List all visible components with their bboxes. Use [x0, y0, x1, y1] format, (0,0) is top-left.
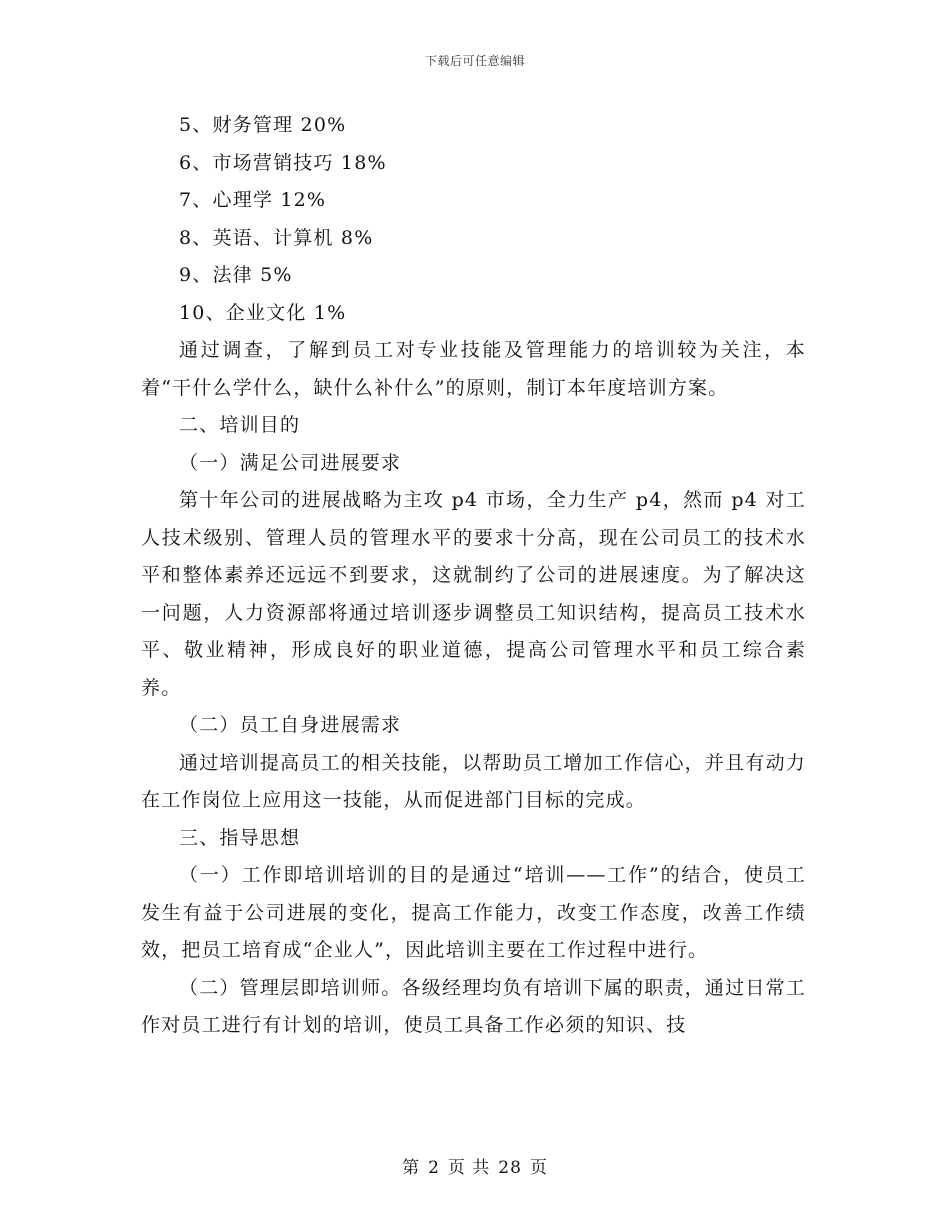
- paragraph: 通过培训提高员工的相关技能，以帮助员工增加工作信心，并且有动力在工作岗位上应用这一技能，从而促进部门目标的完成。: [141, 751, 806, 811]
- list-item: 6、市场营销技巧 18%: [179, 151, 387, 174]
- document-body: [141, 107, 806, 1045]
- subsection-heading: （二）员工自身进展需求: [179, 714, 402, 736]
- list-item: 10、企业文化 1%: [179, 301, 347, 324]
- paragraph: 通过调查，了解到员工对专业技能及管理能力的培训较为关注，本着“干什么学什么，缺什么补什么”的原则，制订本年度培训方案。: [141, 339, 806, 399]
- list-item: 7、心理学 12%: [179, 189, 327, 211]
- list-item: 5、财务管理 20%: [179, 114, 347, 136]
- current-page-number: 2: [428, 1158, 440, 1178]
- paragraph: （一）工作即培训培训的目的是通过“培训——工作”的结合，使员工发生有益于公司进展的变化，提高工作能力，改变工作态度，改善工作绩效，把员工培育成“企业人”，因此培训主要在工作过程中进行。: [141, 864, 806, 961]
- list-item: 8、英语、计算机 8%: [179, 226, 374, 249]
- subsection-heading: （一）满足公司进展要求: [179, 451, 402, 474]
- paragraph: 第十年公司的进展战略为主攻 p4 市场，全力生产 p4，然而 p4 对工人技术级别、管理人员的管理水平的要求十分高，现在公司员工的技术水平和整体素养还远远不到要求，这就制约了公司的进展速度。为了解决这一问题，人力资源部将通过培训逐步调整员工知识结构，提高员工技术水平、敬业精神，形成良好的职业道德，提高公司管理水平和员工综合素养。: [141, 489, 806, 699]
- footer-middle: 页 共: [447, 1158, 491, 1178]
- page-footer: [0, 1153, 950, 1178]
- footer-suffix: 页: [529, 1158, 548, 1178]
- page-header: 下载后可任意编辑: [424, 54, 525, 68]
- list-item: 9、法律 5%: [179, 264, 293, 286]
- section-heading: 三、指导思想: [179, 826, 301, 849]
- total-pages-number: 28: [498, 1158, 522, 1178]
- section-heading: 二、培训目的: [179, 414, 301, 436]
- paragraph: （二）管理层即培训师。各级经理均负有培训下属的职责，通过日常工作对员工进行有计划的培训，使员工具备工作必须的知识、技: [141, 976, 806, 1036]
- footer-prefix: 第: [402, 1158, 421, 1178]
